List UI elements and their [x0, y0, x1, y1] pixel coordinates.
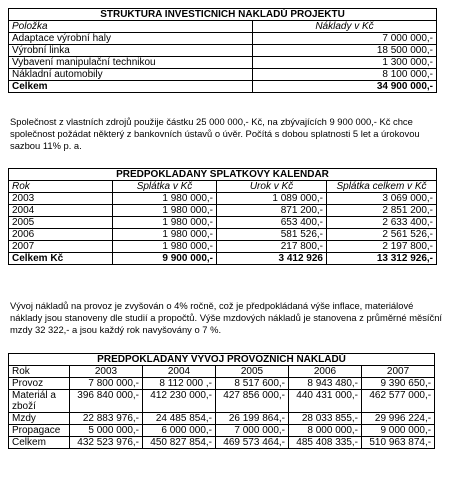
value-cell: 7 800 000,- [70, 378, 143, 390]
value-cell: 8 000 000,- [289, 425, 362, 437]
column-header-cost: Náklady v Kč [253, 21, 437, 33]
value-cell: 28 033 855,- [289, 413, 362, 425]
value-cell: 9 000 000,- [362, 425, 435, 437]
item-cell: Vybavení manipulační technikou [9, 57, 253, 69]
table-row [9, 413, 435, 425]
year-cell: 2003 [9, 193, 113, 205]
table-row [9, 229, 437, 241]
total-cell: 2 561 526,- [327, 229, 437, 241]
interest-cell: 217 800,- [217, 241, 327, 253]
value-cell: 8 112 000 ,- [143, 378, 216, 390]
table-row [9, 57, 437, 69]
column-header-principal: Splátka v Kč [113, 181, 217, 193]
total-cell: 2 197 800,- [327, 241, 437, 253]
value-cell: 24 485 854,- [143, 413, 216, 425]
value-cell: 29 996 224,- [362, 413, 435, 425]
principal-cell: 1 980 000,- [113, 205, 217, 217]
table-row [9, 217, 437, 229]
value-cell: 6 000 000,- [143, 425, 216, 437]
value-cell: 469 573 464,- [216, 437, 289, 449]
item-cell: Adaptace výrobní haly [9, 33, 253, 45]
principal-cell: 1 980 000,- [113, 217, 217, 229]
table-row [9, 390, 435, 413]
table-row [9, 69, 437, 81]
table-row [9, 45, 437, 57]
column-header-year: Rok [9, 181, 113, 193]
table-row [9, 241, 437, 253]
total-label: Celkem Kč [9, 253, 113, 265]
financing-paragraph: Společnost z vlastních zdrojů použije částku 25 000 000,- Kč, na zbývajících 9 900 000,- Kč chce společnost požádat některý z bankovních ústavů o úvěr. Počítá s dobou splatnosti 5 let a úrokovou sazbou 11% p. a. [10, 116, 420, 151]
total-label: Celkem [9, 81, 253, 93]
year-cell: 2007 [9, 241, 113, 253]
row-label: Mzdy [9, 413, 70, 425]
row-label: Materiál a zboží [9, 390, 70, 413]
total-cell: 2 633 400,- [327, 217, 437, 229]
total-interest: 3 412 926 [217, 253, 327, 265]
item-cell: Výrobní linka [9, 45, 253, 57]
column-header-year: Rok [9, 366, 70, 378]
table-row [9, 193, 437, 205]
value-cell: 5 000 000,- [70, 425, 143, 437]
table-row [9, 425, 435, 437]
year-cell: 2006 [9, 229, 113, 241]
value-cell: 26 199 864,- [216, 413, 289, 425]
table-row [9, 378, 435, 390]
total-row [9, 81, 437, 93]
year-header: 2003 [70, 366, 143, 378]
total-principal: 9 900 000,- [113, 253, 217, 265]
operating-costs-paragraph: Vývoj nákladů na provoz je zvyšován o 4% ročně, což je předpokládaná výše inflace, materiálové náklady jsou stanoveny dle studií a propočtů. Výše mzdových nákladů je stanovena z průměrné měsíční mzdy 32 322,- a jsou každý rok navyšovány o 7 %. [10, 300, 443, 335]
interest-cell: 871 200,- [217, 205, 327, 217]
value-cell: 427 856 000,- [216, 390, 289, 413]
value-cell: 22 883 976,- [70, 413, 143, 425]
year-cell: 2005 [9, 217, 113, 229]
item-cell: Nákladní automobily [9, 69, 253, 81]
value-cell: 432 523 976,- [70, 437, 143, 449]
cost-cell: 18 500 000,- [253, 45, 437, 57]
column-header-total: Splátka celkem v Kč [327, 181, 437, 193]
year-header: 2007 [362, 366, 435, 378]
total-value: 34 900 000,- [253, 81, 437, 93]
value-cell: 440 431 000,- [289, 390, 362, 413]
value-cell: 462 577 000,- [362, 390, 435, 413]
total-row [9, 253, 437, 265]
interest-cell: 581 526,- [217, 229, 327, 241]
total-cell: 2 851 200,- [327, 205, 437, 217]
investment-table-title: STRUKTURA INVESTICNICH NAKLADŮ PROJEKTU [9, 9, 437, 21]
value-cell: 412 230 000,- [143, 390, 216, 413]
interest-cell: 1 089 000,- [217, 193, 327, 205]
cost-cell: 1 300 000,- [253, 57, 437, 69]
value-cell: 450 827 854,- [143, 437, 216, 449]
cost-cell: 7 000 000,- [253, 33, 437, 45]
repayment-calendar-table [8, 168, 437, 265]
principal-cell: 1 980 000,- [113, 193, 217, 205]
interest-cell: 653 400,- [217, 217, 327, 229]
investment-structure-table [8, 8, 437, 93]
value-cell: 7 000 000,- [216, 425, 289, 437]
value-cell: 510 963 874,- [362, 437, 435, 449]
year-header: 2004 [143, 366, 216, 378]
column-header-interest: Urok v Kč [217, 181, 327, 193]
row-label: Propagace [9, 425, 70, 437]
value-cell: 9 390 650,- [362, 378, 435, 390]
total-total: 13 312 926,- [327, 253, 437, 265]
table-row [9, 205, 437, 217]
value-cell: 485 408 335,- [289, 437, 362, 449]
value-cell: 8 943 480,- [289, 378, 362, 390]
year-header: 2006 [289, 366, 362, 378]
cost-cell: 8 100 000,- [253, 69, 437, 81]
row-label: Celkem [9, 437, 70, 449]
column-header-item: Položka [9, 21, 253, 33]
principal-cell: 1 980 000,- [113, 229, 217, 241]
repayment-table-title: PREDPOKLADANY SPLATKOVY KALENDAR [9, 169, 437, 181]
year-header: 2005 [216, 366, 289, 378]
total-row [9, 437, 435, 449]
operating-costs-table [8, 353, 435, 449]
operating-table-title: PREDPOKLADANY VYVOJ PROVOZNICH NAKLADŮ [9, 354, 435, 366]
value-cell: 8 517 600,- [216, 378, 289, 390]
row-label: Provoz [9, 378, 70, 390]
principal-cell: 1 980 000,- [113, 241, 217, 253]
value-cell: 396 840 000,- [70, 390, 143, 413]
year-cell: 2004 [9, 205, 113, 217]
table-row [9, 33, 437, 45]
total-cell: 3 069 000,- [327, 193, 437, 205]
